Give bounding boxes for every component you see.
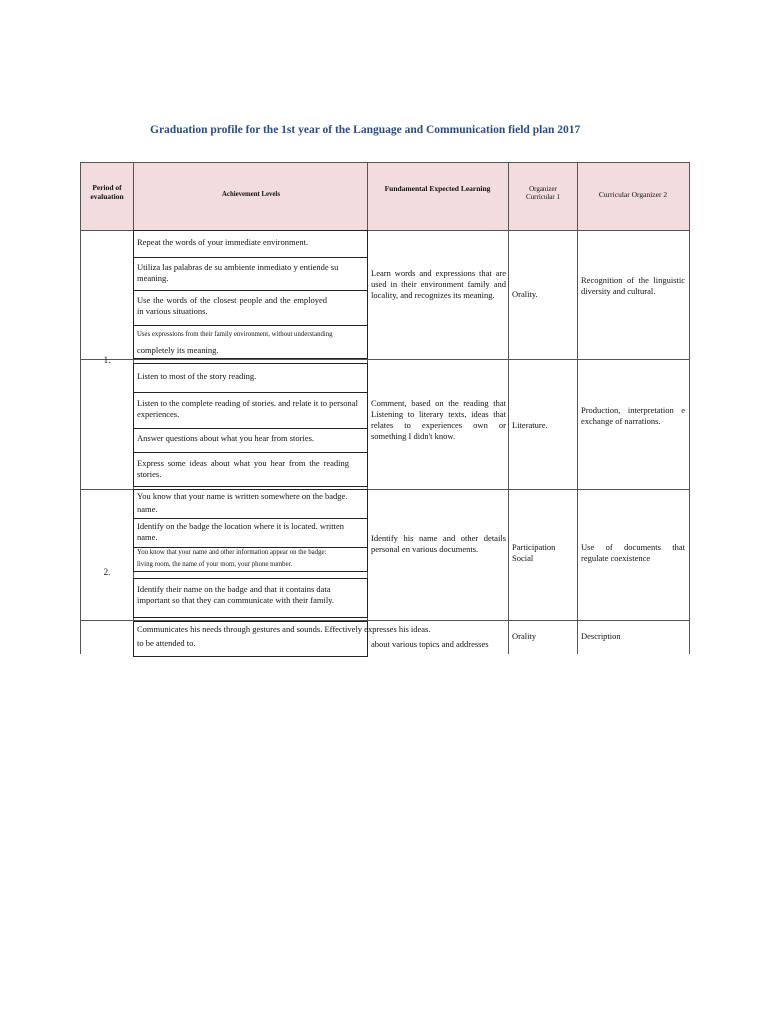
page-title: Graduation profile for the 1st year of the Language and Communication field plan 2017 xyxy=(150,124,581,136)
header-organizer-1: Organizer Curricular 1 xyxy=(525,185,560,202)
achievement-item: Repeat the words of your immediate environment. xyxy=(137,237,309,247)
learning-cell: Identify his name and other details personal en various documents. xyxy=(371,533,506,555)
achievement-item: Utiliza las palabras de su ambiente inmediato y entiende su meaning. xyxy=(137,262,339,284)
organizer-2-cell: Description xyxy=(581,631,621,641)
organizer-1-cell: Orality xyxy=(512,631,537,641)
achievement-item: You know that your name and other information appear on the badge: xyxy=(137,549,327,556)
achievement-item: living room, the name of your mom, your phone number. xyxy=(137,561,293,568)
organizer-2-cell: Production, interpretation e exchange of narrations. xyxy=(581,405,685,427)
achievement-item: to be attended to. xyxy=(137,638,196,648)
header-achievement: Achievement Levels xyxy=(222,191,280,198)
organizer-2-cell: Use of documents that regulate coexistence xyxy=(581,542,685,564)
achievement-item: Listen to the complete reading of stories. and relate it to personal experiences. xyxy=(137,398,358,420)
organizer-1-cell: Orality. xyxy=(512,289,538,299)
achievement-item: You know that your name is written somewhere on the badge. xyxy=(137,491,348,501)
organizer-2-cell: Recognition of the linguistic diversity and cultural. xyxy=(581,275,685,297)
achievement-item: Listen to most of the story reading. xyxy=(137,371,257,381)
period-1: 1. xyxy=(103,355,111,365)
learning-cell: about various topics and addresses xyxy=(371,639,489,649)
achievement-item: Answer questions about what you hear from stories. xyxy=(137,433,315,443)
achievement-item: completely its meaning. xyxy=(137,345,219,355)
achievement-item: name. xyxy=(137,504,158,514)
header-organizer-2: Curricular Organizer 2 xyxy=(598,190,668,199)
achievement-item: Communicates his needs through gestures and sounds. Effectively expresses his ideas. xyxy=(137,624,431,634)
organizer-1-cell: Literature. xyxy=(512,420,548,430)
learning-cell: Learn words and expressions that are used in their environment family and locality, and recognizes its meaning. xyxy=(371,268,506,301)
achievement-item: Express some ideas about what you hear from the reading stories. xyxy=(137,458,349,480)
achievement-item: Use the words of the closest people and the employed in various situations. xyxy=(137,295,327,317)
header-period: Period of evaluation xyxy=(90,183,124,201)
achievement-item: Identify their name on the badge and that it contains data important so that they can communicate with their family. xyxy=(137,584,335,606)
achievement-item: Identify on the badge the location where it is located. written name. xyxy=(137,521,345,543)
learning-cell: Comment, based on the reading that Listening to literary texts, ideas that relates to experiences own or something I didn't know. xyxy=(371,398,506,442)
period-2: 2. xyxy=(103,567,111,577)
header-learning: Fundamental Expected Learning xyxy=(384,184,491,193)
organizer-1-cell: Participation Social xyxy=(512,542,556,564)
achievement-item: Uses expressions from their family environment, without understanding xyxy=(137,331,333,338)
